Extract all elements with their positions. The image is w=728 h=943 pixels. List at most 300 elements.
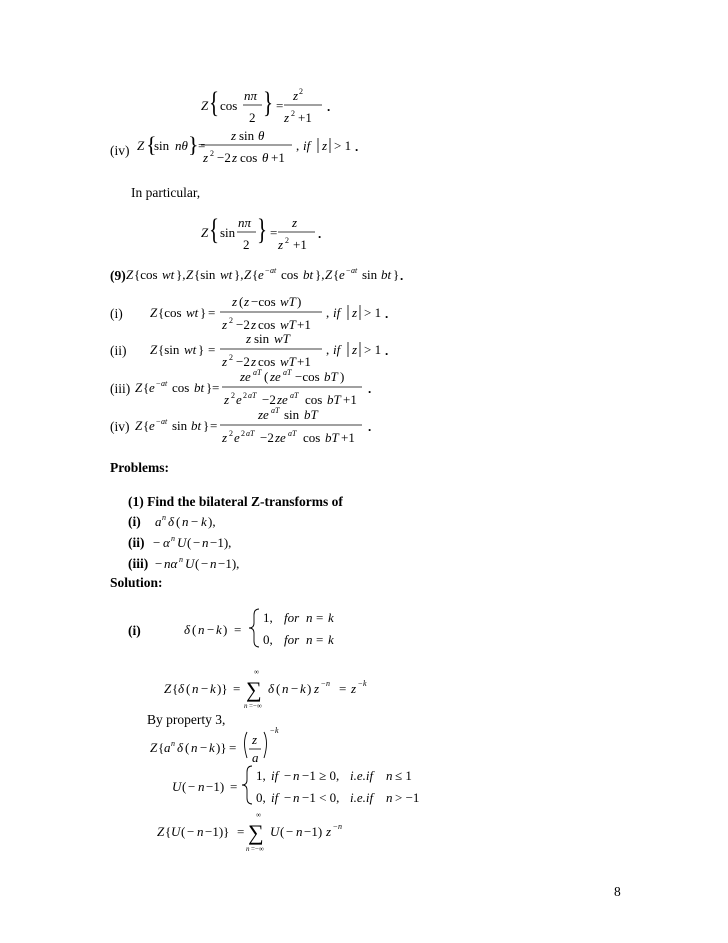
svg-text:=−∞: =−∞ xyxy=(251,845,264,853)
svg-text:Z: Z xyxy=(150,740,158,755)
svg-text:z: z xyxy=(278,237,284,252)
svg-text:n: n xyxy=(192,681,199,696)
eq-z-u xyxy=(157,811,342,853)
svg-text:if: if xyxy=(333,305,341,320)
svg-text:): ) xyxy=(223,622,228,637)
svg-text:k: k xyxy=(216,622,222,637)
eq-sin-npi-half xyxy=(201,212,321,252)
svg-text:1,: 1, xyxy=(263,610,273,625)
eq-problem-iii xyxy=(155,555,239,571)
svg-text:−: − xyxy=(321,679,326,688)
svg-text:−: − xyxy=(265,266,270,275)
svg-text:{sin: {sin xyxy=(158,342,180,357)
svg-text:Z: Z xyxy=(137,138,145,153)
svg-text:−: − xyxy=(156,417,161,426)
svg-text:k: k xyxy=(328,632,334,647)
svg-text:z: z xyxy=(252,732,258,747)
svg-text:n: n xyxy=(282,681,289,696)
svg-text:∞: ∞ xyxy=(256,811,261,819)
svg-text:e: e xyxy=(149,418,155,433)
svg-text:cos: cos xyxy=(303,430,321,445)
svg-text:∞: ∞ xyxy=(254,668,259,676)
svg-text:.: . xyxy=(368,381,372,396)
svg-text:∑: ∑ xyxy=(248,820,264,845)
svg-text:n: n xyxy=(296,824,303,839)
svg-text:aT: aT xyxy=(290,391,299,400)
svg-text:z: z xyxy=(224,392,230,407)
svg-text:−1): −1) xyxy=(304,824,323,839)
svg-text:cos: cos xyxy=(172,380,190,395)
eq-sin-wt xyxy=(150,331,388,369)
svg-text:−: − xyxy=(191,514,199,529)
svg-text:2: 2 xyxy=(229,429,233,438)
svg-text:},: }, xyxy=(315,267,325,282)
svg-text:z: z xyxy=(232,294,238,309)
svg-text:Z: Z xyxy=(201,98,209,113)
svg-text:e: e xyxy=(339,267,345,282)
svg-text:{: { xyxy=(209,212,220,246)
solution-heading: Solution: xyxy=(110,575,163,590)
svg-text:(: ( xyxy=(181,824,186,839)
svg-text:at: at xyxy=(161,417,168,426)
svg-text:n: n xyxy=(306,610,313,625)
svg-text:},: }, xyxy=(234,267,244,282)
svg-text:(: ( xyxy=(176,514,181,529)
svg-text:)}: )} xyxy=(216,740,227,755)
svg-text:}: } xyxy=(206,380,213,395)
svg-text:−: − xyxy=(201,681,209,696)
svg-text:{: { xyxy=(252,267,259,282)
svg-text:bt: bt xyxy=(191,418,202,433)
svg-text:=: = xyxy=(208,342,216,357)
problem-1-text: (1) Find the bilateral Z-transforms of xyxy=(128,494,343,509)
svg-text:bT: bT xyxy=(324,369,338,384)
svg-text:δ: δ xyxy=(184,622,191,637)
svg-text:nθ: nθ xyxy=(175,138,188,153)
svg-text:n: n xyxy=(293,768,300,783)
svg-text:2: 2 xyxy=(243,391,247,400)
svg-text:wt: wt xyxy=(220,267,233,282)
svg-text:aT: aT xyxy=(283,368,292,377)
svg-text:ze: ze xyxy=(258,407,269,422)
svg-text:∑: ∑ xyxy=(246,677,262,702)
svg-text:> −1: > −1 xyxy=(395,790,420,805)
svg-text:−: − xyxy=(187,824,195,839)
svg-text:a: a xyxy=(164,740,171,755)
svg-text:ze: ze xyxy=(277,392,288,407)
eq-problem-i xyxy=(155,513,216,529)
item-label-ii: (ii) xyxy=(110,343,127,358)
svg-text:+1: +1 xyxy=(297,317,311,332)
svg-text:=: = xyxy=(229,740,237,755)
svg-text:sin: sin xyxy=(362,267,378,282)
svg-text:cos: cos xyxy=(258,317,276,332)
svg-text:.: . xyxy=(400,268,404,283)
svg-text:(: ( xyxy=(239,294,244,309)
svg-text:=: = xyxy=(230,779,238,794)
eq-z-delta xyxy=(164,668,367,710)
svg-text:sin: sin xyxy=(172,418,188,433)
svg-text:n: n xyxy=(171,534,175,543)
svg-text:2: 2 xyxy=(241,429,245,438)
item-label-iii: (iii) xyxy=(110,381,131,396)
svg-text:n: n xyxy=(386,768,393,783)
eq-z-an-delta xyxy=(150,726,279,765)
svg-text:n: n xyxy=(338,822,342,831)
svg-text:z: z xyxy=(203,150,209,165)
svg-text:.: . xyxy=(327,99,331,114)
svg-text:wT: wT xyxy=(280,354,296,369)
svg-text:nπ: nπ xyxy=(244,88,258,103)
eq-u-piecewise xyxy=(172,766,419,805)
svg-text:+1: +1 xyxy=(343,392,357,407)
svg-text:z: z xyxy=(351,681,357,696)
svg-text:}: } xyxy=(198,342,205,357)
svg-text:2: 2 xyxy=(291,109,295,118)
svg-text:{cos: {cos xyxy=(134,267,158,282)
svg-text:Z: Z xyxy=(150,342,158,357)
svg-text:z: z xyxy=(231,128,237,143)
svg-text:(: ( xyxy=(195,556,200,571)
svg-text:−: − xyxy=(188,779,196,794)
svg-text:.: . xyxy=(385,306,389,321)
svg-text:z: z xyxy=(222,354,228,369)
svg-text:n: n xyxy=(244,702,248,710)
svg-text:+1: +1 xyxy=(271,150,285,165)
svg-text:−cos: −cos xyxy=(295,369,320,384)
svg-text:sin: sin xyxy=(154,138,170,153)
svg-text:.: . xyxy=(355,139,359,154)
svg-text:−: − xyxy=(153,535,161,550)
svg-text:n: n xyxy=(210,556,217,571)
svg-text:,: , xyxy=(326,305,330,320)
svg-text:+1: +1 xyxy=(297,354,311,369)
svg-text:z: z xyxy=(284,110,290,125)
svg-text:aT: aT xyxy=(271,406,280,415)
svg-text:n: n xyxy=(198,779,205,794)
item-label-9: (9) xyxy=(110,268,126,283)
svg-text:aT: aT xyxy=(253,368,262,377)
svg-text:ze: ze xyxy=(240,369,251,384)
svg-text:n: n xyxy=(179,555,183,564)
svg-text:2: 2 xyxy=(210,149,214,158)
svg-text:z: z xyxy=(293,88,299,103)
svg-text:z: z xyxy=(292,215,298,230)
svg-text:k: k xyxy=(328,610,334,625)
svg-text:bT: bT xyxy=(304,407,318,422)
svg-text:{: { xyxy=(143,380,150,395)
svg-text:U: U xyxy=(171,824,181,839)
svg-text:Z: Z xyxy=(244,267,252,282)
svg-text:n: n xyxy=(293,790,300,805)
svg-text:e: e xyxy=(234,430,240,445)
svg-text:2: 2 xyxy=(285,236,289,245)
svg-text:z: z xyxy=(232,150,238,165)
svg-text:+1: +1 xyxy=(293,237,307,252)
svg-text:cos: cos xyxy=(305,392,323,407)
svg-text:Z: Z xyxy=(135,418,143,433)
svg-text:sin: sin xyxy=(284,407,300,422)
svg-text:(: ( xyxy=(185,740,190,755)
svg-text:wt: wt xyxy=(184,342,197,357)
svg-text:−: − xyxy=(333,822,338,831)
svg-text:2: 2 xyxy=(299,87,303,96)
svg-text:−1): −1) xyxy=(206,779,225,794)
svg-text:if: if xyxy=(271,768,279,783)
svg-text:,: , xyxy=(296,138,300,153)
svg-text:sin: sin xyxy=(254,331,270,346)
svg-text:.: . xyxy=(318,226,322,241)
eq-problem-ii xyxy=(153,534,231,550)
svg-text:−: − xyxy=(358,679,363,688)
svg-text:−1),: −1), xyxy=(218,556,240,571)
svg-text:−: − xyxy=(270,726,275,735)
svg-text:}: } xyxy=(200,305,207,320)
svg-text:{: { xyxy=(172,681,179,696)
svg-text:=: = xyxy=(198,138,206,153)
eq-exp-cos-bt xyxy=(135,368,371,407)
svg-text:θ: θ xyxy=(258,128,265,143)
svg-text:(: ( xyxy=(186,681,191,696)
svg-text:ze: ze xyxy=(275,430,286,445)
svg-text:Z: Z xyxy=(150,305,158,320)
svg-text:n: n xyxy=(171,739,175,748)
svg-text:,: , xyxy=(326,342,330,357)
svg-text:n: n xyxy=(198,622,205,637)
eq-exp-sin-bt xyxy=(135,406,371,445)
svg-text:(: ( xyxy=(280,824,285,839)
svg-text:i.e.if: i.e.if xyxy=(350,790,374,805)
svg-text:if: if xyxy=(271,790,279,805)
svg-text:z: z xyxy=(352,342,358,357)
svg-text:U: U xyxy=(270,824,280,839)
svg-text:2: 2 xyxy=(229,316,233,325)
svg-text:Z: Z xyxy=(164,681,172,696)
svg-text:if: if xyxy=(303,138,311,153)
svg-text:}: } xyxy=(257,212,268,246)
svg-text:−: − xyxy=(286,824,294,839)
svg-text:2: 2 xyxy=(231,391,235,400)
svg-text:z: z xyxy=(222,317,228,332)
svg-text:n: n xyxy=(246,845,250,853)
svg-text:i.e.if: i.e.if xyxy=(350,768,374,783)
svg-text:(: ( xyxy=(276,681,281,696)
svg-text:−: − xyxy=(200,740,208,755)
svg-text:−2: −2 xyxy=(217,150,231,165)
svg-text:2: 2 xyxy=(229,353,233,362)
svg-text:n: n xyxy=(386,790,393,805)
svg-text:−: − xyxy=(346,266,351,275)
by-property-text: By property 3, xyxy=(147,712,226,727)
svg-text:−1)}: −1)} xyxy=(205,824,230,839)
svg-text:−2: −2 xyxy=(260,430,274,445)
svg-text:e: e xyxy=(258,267,264,282)
svg-text:δ: δ xyxy=(168,514,175,529)
svg-text:.: . xyxy=(385,343,389,358)
svg-text:≤ 1: ≤ 1 xyxy=(395,768,412,783)
svg-text:Z: Z xyxy=(201,225,209,240)
svg-text:−: − xyxy=(284,790,292,805)
svg-text:at: at xyxy=(161,379,168,388)
svg-text:z: z xyxy=(251,354,257,369)
svg-text:=: = xyxy=(316,610,324,625)
svg-text:ze: ze xyxy=(270,369,281,384)
svg-text:Z: Z xyxy=(126,267,134,282)
problem-1-iii-label: (iii) xyxy=(128,556,149,571)
svg-text:−: − xyxy=(201,556,209,571)
problem-1-i-label: (i) xyxy=(128,514,141,529)
svg-text:=: = xyxy=(234,622,242,637)
svg-text:=: = xyxy=(210,418,218,433)
svg-text:cos: cos xyxy=(281,267,299,282)
item-label-i: (i) xyxy=(110,306,123,321)
svg-text:bt: bt xyxy=(194,380,205,395)
svg-text:}: } xyxy=(393,267,400,282)
svg-text:for: for xyxy=(284,610,300,625)
svg-text:{: { xyxy=(209,85,220,119)
svg-text:sin: sin xyxy=(239,128,255,143)
svg-text:+1: +1 xyxy=(298,110,312,125)
svg-text:δ: δ xyxy=(268,681,275,696)
svg-text:2: 2 xyxy=(249,110,256,125)
svg-text:Z: Z xyxy=(325,267,333,282)
svg-text:=: = xyxy=(212,380,220,395)
svg-text:U: U xyxy=(172,779,182,794)
svg-text:0,: 0, xyxy=(256,790,266,805)
svg-text:−2: −2 xyxy=(236,317,250,332)
svg-text:=: = xyxy=(339,681,347,696)
eq-cos-wt xyxy=(150,294,388,332)
svg-text:}: } xyxy=(188,132,199,157)
svg-text:n: n xyxy=(326,679,330,688)
svg-text:e: e xyxy=(149,380,155,395)
svg-text:−1 < 0,: −1 < 0, xyxy=(302,790,340,805)
svg-text:z: z xyxy=(326,824,332,839)
svg-text:aT: aT xyxy=(248,391,257,400)
svg-text:=: = xyxy=(270,225,278,240)
svg-text:−2: −2 xyxy=(236,354,250,369)
svg-text:{: { xyxy=(158,740,165,755)
svg-text:wT: wT xyxy=(280,317,296,332)
svg-text:{: { xyxy=(143,418,150,433)
svg-text:wT: wT xyxy=(280,294,296,309)
svg-text:n: n xyxy=(197,824,204,839)
problem-1-ii-label: (ii) xyxy=(128,535,145,550)
svg-text:{: { xyxy=(333,267,340,282)
svg-text:k: k xyxy=(210,681,216,696)
svg-text:wt: wt xyxy=(186,305,199,320)
svg-text:=: = xyxy=(233,681,241,696)
solution-i-label: (i) xyxy=(128,623,141,638)
svg-text:(: ( xyxy=(192,622,197,637)
eq-delta-piecewise xyxy=(184,609,334,647)
svg-text:> 1: > 1 xyxy=(334,138,352,153)
svg-text:> 1: > 1 xyxy=(364,342,382,357)
svg-text:n: n xyxy=(162,513,166,522)
svg-text:z: z xyxy=(322,138,328,153)
svg-text:−: − xyxy=(156,379,161,388)
svg-text:wt: wt xyxy=(162,267,175,282)
svg-text:0,: 0, xyxy=(263,632,273,647)
eq-sin-ntheta xyxy=(137,128,358,165)
svg-text:nπ: nπ xyxy=(238,215,252,230)
svg-text:nα: nα xyxy=(164,556,178,571)
svg-text:−: − xyxy=(155,556,163,571)
svg-text:{: { xyxy=(165,824,172,839)
svg-text:a: a xyxy=(252,750,259,765)
svg-text:k: k xyxy=(363,679,367,688)
svg-text:z: z xyxy=(314,681,320,696)
svg-text:.: . xyxy=(368,419,372,434)
svg-text:−2: −2 xyxy=(262,392,276,407)
item-label-iv: (iv) xyxy=(110,143,130,158)
svg-text:),: ), xyxy=(208,514,216,529)
svg-text:k: k xyxy=(300,681,306,696)
svg-text:=: = xyxy=(237,824,245,839)
svg-text:(: ( xyxy=(187,535,192,550)
svg-text:): ) xyxy=(297,294,302,309)
svg-text:at: at xyxy=(351,266,358,275)
svg-text:θ: θ xyxy=(262,150,269,165)
svg-text:): ) xyxy=(340,369,345,384)
svg-text:): ) xyxy=(307,681,312,696)
svg-text:1,: 1, xyxy=(256,768,266,783)
svg-text:−: − xyxy=(207,622,215,637)
svg-text:Z: Z xyxy=(186,267,194,282)
svg-text:wT: wT xyxy=(274,331,290,346)
eq-cos-npi-half xyxy=(201,85,330,125)
svg-text:=: = xyxy=(276,98,284,113)
svg-text:k: k xyxy=(275,726,279,735)
svg-text:=: = xyxy=(208,305,216,320)
in-particular-text: In particular, xyxy=(131,185,201,200)
svg-text:−1 ≥ 0,: −1 ≥ 0, xyxy=(302,768,340,783)
svg-text:bt: bt xyxy=(303,267,314,282)
svg-text:bt: bt xyxy=(381,267,392,282)
item-label-iv2: (iv) xyxy=(110,419,130,434)
svg-text:−1),: −1), xyxy=(210,535,232,550)
svg-text:k: k xyxy=(201,514,207,529)
svg-text:e: e xyxy=(236,392,242,407)
svg-text:}: } xyxy=(203,418,210,433)
svg-text:cos: cos xyxy=(258,354,276,369)
svg-text:aT: aT xyxy=(288,429,297,438)
svg-text:U: U xyxy=(177,535,187,550)
svg-text:n: n xyxy=(182,514,189,529)
svg-text:n: n xyxy=(306,632,313,647)
page-number: 8 xyxy=(614,884,621,899)
svg-text:bT: bT xyxy=(327,392,341,407)
svg-text:{cos: {cos xyxy=(158,305,182,320)
svg-text:},: }, xyxy=(176,267,186,282)
svg-text:δ: δ xyxy=(177,740,184,755)
svg-text:bT: bT xyxy=(325,430,339,445)
svg-text:aT: aT xyxy=(246,429,255,438)
svg-text:(: ( xyxy=(182,779,187,794)
svg-text:Z: Z xyxy=(135,380,143,395)
svg-text:}: } xyxy=(263,85,274,119)
svg-text:α: α xyxy=(163,535,170,550)
svg-text:for: for xyxy=(284,632,300,647)
svg-text:+1: +1 xyxy=(341,430,355,445)
problems-heading: Problems: xyxy=(110,460,169,475)
svg-text:k: k xyxy=(209,740,215,755)
svg-text:{sin: {sin xyxy=(194,267,216,282)
svg-text:U: U xyxy=(185,556,195,571)
svg-text:if: if xyxy=(333,342,341,357)
svg-text:n: n xyxy=(191,740,198,755)
svg-text:> 1: > 1 xyxy=(364,305,382,320)
